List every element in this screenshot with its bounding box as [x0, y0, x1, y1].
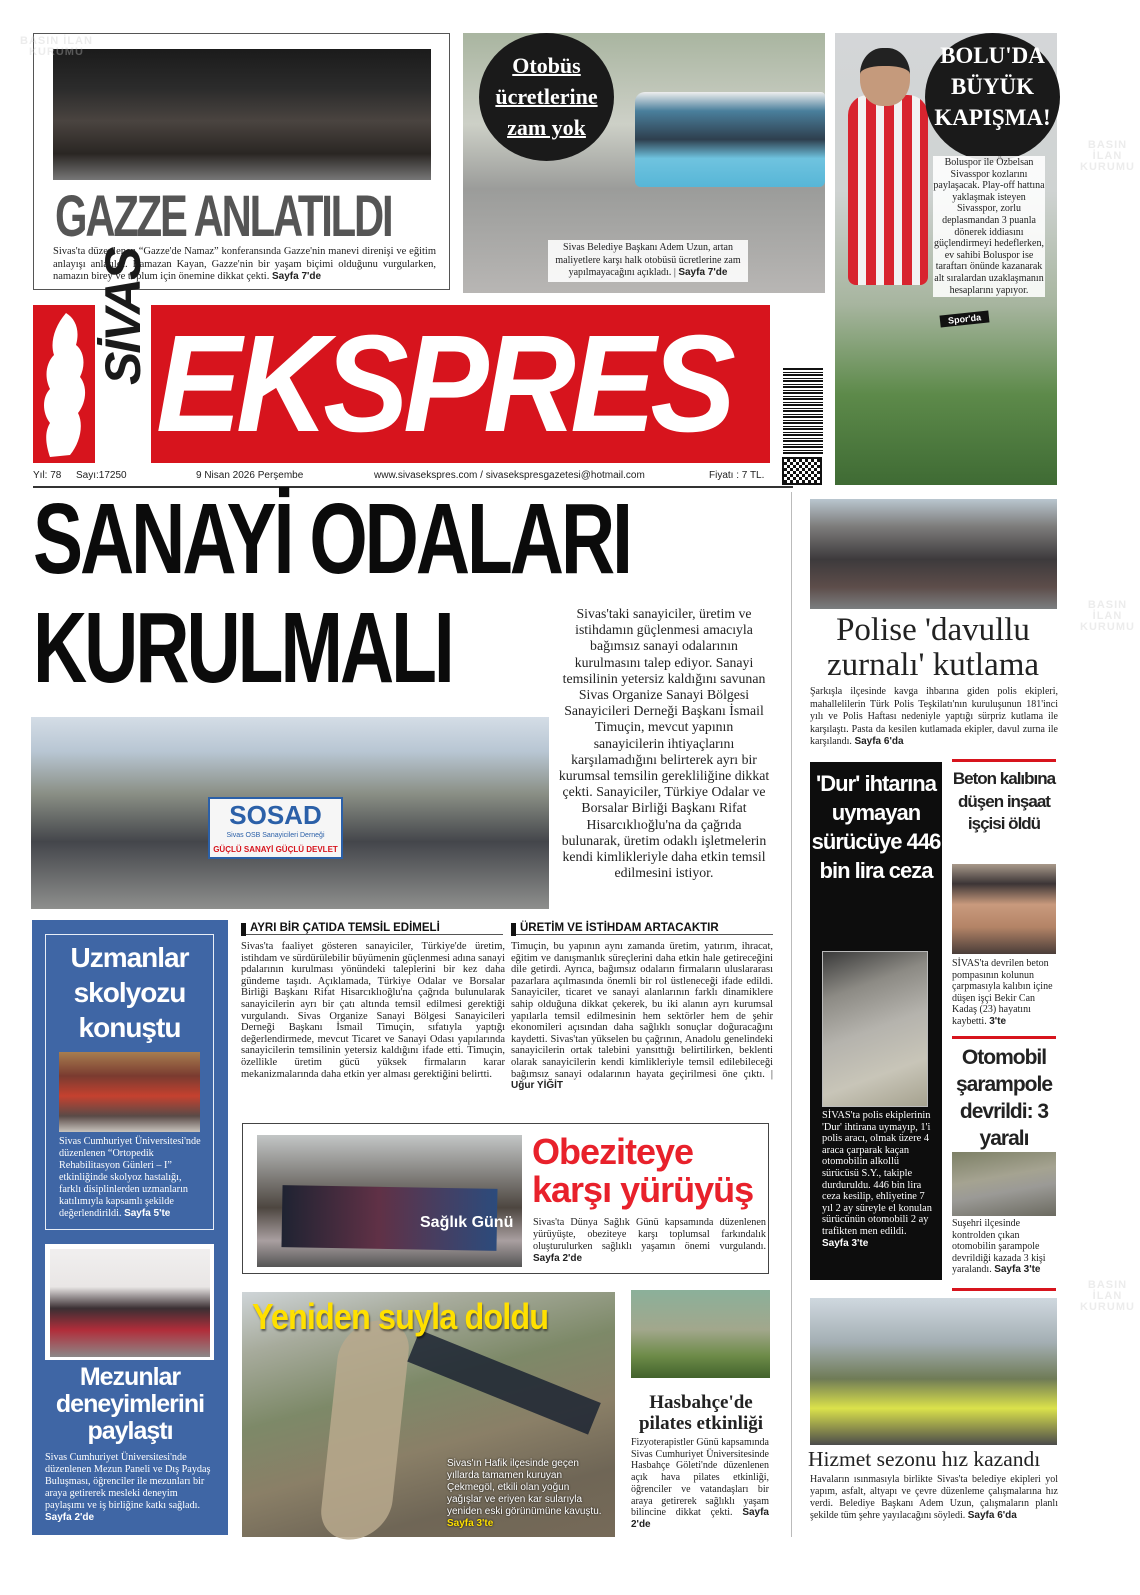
graduates-headline[interactable]: Mezunlar deneyimlerini paylaştı [55, 1363, 205, 1445]
car-accident-page-ref[interactable]: Sayfa 3'te [994, 1264, 1041, 1276]
sport-summary: Boluspor ile Özbelsan Sivasspor kozlarını paylaşacak. Play-off hattına yaklaşmak isteyen Sivasspor, zorlu deplasmandan 3 puanla dönerek iddiasını güçlendirmeyi hedeflerken, ev sahibi Boluspor ise taraftarı önünde kazanarak alt sıralardan uzaklaşmanın hesaplarını yapıyor. [933, 157, 1045, 296]
author-byline: Uğur YİĞİT [511, 1080, 564, 1092]
bus-page-ref[interactable]: Sayfa 7'de [678, 267, 728, 278]
bus-headline-line: ücretlerine [495, 84, 598, 109]
service-season-summary [810, 1474, 1058, 1522]
pilates-summary [631, 1437, 769, 1531]
police-celebration-photo [810, 499, 1057, 609]
graduates-summary-text: Sivas Cumhuriyet Üniversitesi'nde düzenlenen Mezun Paneli ve Dış Paydaş Buluşması, öğrenciler ile mezunları bir araya getirerek mesleki deneyim paylaşımı ve iş birliğine katkı sağladı. [45, 1452, 211, 1511]
bus-caption [548, 240, 748, 282]
sport-headline-line: KAPIŞMA! [934, 105, 1051, 130]
traffic-fine-summary [822, 1110, 934, 1249]
watermark [1075, 1280, 1140, 1313]
graduates-summary [45, 1452, 215, 1524]
gazze-headline[interactable]: GAZZE ANLATILDI [55, 184, 392, 249]
obesity-page-ref[interactable]: Sayfa 2'de [533, 1253, 583, 1264]
main-headline-line-1[interactable]: SANAYİ ODALARI [33, 483, 630, 595]
scoliosis-page-ref[interactable]: Sayfa 5'te [124, 1208, 171, 1219]
graduates-page-ref[interactable]: Sayfa 2'de [45, 1512, 95, 1523]
traffic-fine-summary-text: SİVAS'ta polis ekiplerinin 'Dur' ihtirana uymayıp, 1'i polis aracı, olmak üzere 4 araca çarparak kaçan otomobilin alkollü sürücüsü S.Y., takiple durduruldu. 446 bin lira ceza kesilip, ehliyetine 7 yıl 2 ay süreyle el konulan sürücünün otomobili 2 ay trafikten men edildi. [822, 1110, 932, 1237]
police-headline[interactable]: Polise 'davullu zurnalı' kutlama [826, 612, 1040, 683]
section-body-2 [511, 941, 773, 1092]
sosad-banner-subtitle: Sivas OSB Sanayicileri Derneği [226, 832, 325, 839]
section-heading-1: AYRI BİR ÇATIDA TEMSİL EDİMELİ [241, 922, 503, 935]
health-day-banner-text: Sağlık Günü [420, 1214, 514, 1231]
graduates-group-photo [50, 1249, 210, 1357]
watermark-line: KURUMU [29, 46, 84, 58]
river-summary-text: Sivas'ın Hafik ilçesinde geçen yıllarda tamamen kuruyan Çekmegöl, etkili olan yoğun yağışlar ve eriyen kar sularıyla yeniden eski görünümüne kavuştu. [447, 1458, 602, 1517]
security-camera-photo [822, 951, 928, 1107]
masthead-prefix: SİVAS [95, 248, 151, 385]
watermark-line: BASIN İLAN [1087, 1279, 1128, 1302]
gazze-group-photo [53, 49, 431, 180]
sivasspor-player-image [848, 95, 928, 285]
sosad-banner-title: SOSAD [229, 800, 322, 830]
issue-label: Sayı:17250 [76, 470, 127, 481]
sport-headline-line: BOLU'DA [940, 43, 1045, 68]
traffic-fine-page-ref[interactable]: Sayfa 3'te [822, 1237, 869, 1249]
police-page-ref[interactable]: Sayfa 6'da [854, 736, 904, 747]
watermark-line: KURUMU [1080, 1301, 1135, 1313]
service-season-page-ref[interactable]: Sayfa 6'da [967, 1510, 1017, 1521]
watermark-line: KURUMU [1080, 161, 1135, 173]
municipal-workers-photo [810, 1298, 1057, 1445]
pilates-event-photo [631, 1290, 770, 1378]
ataturk-silhouette-logo [36, 305, 94, 463]
watermark-line: KURUMU [1080, 621, 1135, 633]
scoliosis-summary-text: Sivas Cumhuriyet Üniversitesi'nde düzenlenen “Ortopedik Rehabilitasyon Günleri – I” etkinliğinde skolyoz hastalığı, farklı disiplinlerden uzmanların katılımıyla kapsamlı şekilde değerlendirildi. [59, 1136, 201, 1219]
obesity-headline[interactable]: Obeziteye karşı yürüyüş [532, 1131, 754, 1210]
watermark [1075, 600, 1140, 633]
year-label: Yıl: 78 [33, 470, 62, 481]
police-summary [810, 686, 1058, 749]
sport-section-tag[interactable]: Spor'da [940, 310, 990, 327]
main-story-lede: Sivas'taki sanayiciler, üretim ve istihdamın güçlenmesi amacıyla bağımsız sanayi odalarının kurulmasını talep ediyor. Sanayi temsilinin yetersiz kaldığını savunan Sivas Organize Sanayi Bölgesi Sanayicileri Derneği Başkanı İsmail Timuçin, mevcut yapının sanayicilerin ihtiyaçlarını karşılamadığını belirterek ayrı bir kurumsal temsilin gerekliliğine dikkat çekti. Sanayiciler, Türkiye Odalar ve Borsalar Birliği Başkanı Rifat Hisarcıklıoğlu'na da çağrıda bulunarak, üretim odaklı işletmelerin kendi kimlikleriyle daha etkin temsil edilmesini istiyor. [558, 606, 770, 881]
worker-death-summary [952, 958, 1058, 1028]
service-season-headline[interactable]: Hizmet sezonu hız kazandı [808, 1447, 1041, 1471]
red-divider [952, 1036, 1056, 1039]
city-bus-image [635, 92, 825, 187]
sport-headline-line: BÜYÜK [950, 74, 1035, 99]
obesity-summary [533, 1217, 766, 1265]
bus-headline[interactable] [479, 50, 614, 143]
issue-date: 9 Nisan 2026 Perşembe [196, 470, 304, 481]
police-summary-text: Şarkışla ilçesinde kavga ihbarına giden polis ekipleri, mahallelilerin Türk Polis Teşkilatı'nın kuruluşunun 181'inci yılı ve Polis Haftası nedeniyle yaptığı sürpriz kutlama ile karşılaştı. Pasta da kesilen kutlamada ekipler, davul zurna ile karşılandı. [810, 686, 1058, 747]
car-accident-summary-text: Suşehri ilçesinde kontrolden çıkan otomobilin şarampole devrildiği kazada 3 kişi yaralandı. [952, 1218, 1046, 1276]
contact-info[interactable]: www.sivasekspres.com / sivasekspresgazetesi@hotmail.com [374, 470, 645, 481]
car-accident-headline[interactable]: Otomobil şarampole devrildi: 3 yaralı [955, 1046, 1053, 1150]
sport-headline[interactable] [925, 40, 1060, 133]
conference-audience-photo [59, 1052, 200, 1132]
obesity-summary-text: Sivas'ta Dünya Sağlık Günü kapsamında düzenlenen yürüyüşte, obeziteye karşı toplumsal farkındalık oluşturulurken sağlıklı yaşamın önemi vurgulandı. [533, 1217, 766, 1252]
column-divider [791, 492, 792, 1537]
river-page-ref[interactable]: Sayfa 3'te [447, 1518, 494, 1529]
bus-caption-text: Sivas Belediye Başkanı Adem Uzun, artan maliyetlere karşı halk otobüsü ücretlerine zam yapılmayacağını açıkladı. | [555, 242, 741, 278]
gazze-summary-text: Sivas'ta düzenlenen “Gazze'de Namaz” konferansında Gazze'nin manevi direnişi ve eğitim anlayışı anlatıldı. Ramazan Kayan, Gazze'nin bir yaşam biçimi olduğunu vurgularken, namazın birey ve toplum için önemine dikkat çekti. [53, 246, 436, 282]
pilates-headline[interactable]: Hasbahçe'de pilates etkinliği [638, 1392, 764, 1434]
car-accident-summary [952, 1218, 1058, 1276]
traffic-fine-headline[interactable]: 'Dur' ihtarına uymayan sürücüye 446 bin lira ceza [811, 771, 941, 883]
masthead-title[interactable]: EKSPRES [156, 307, 731, 461]
scoliosis-summary [59, 1136, 204, 1220]
section-body-2-text: Timuçin, bu yapının aynı zamanda üretim, yatırım, ihracat, eğitim ve danışmanlık süreçlerini daha etkin hale getireceğini dile getirdi. Ayrıca, bağımsız odaların firmaların uluslararası pazarlara açılmasında önemli bir rol üstleneceği ifade edildi. Sanayiciler, ticaret ve sanayi alanlarının farklı dinamiklere sahip olduğuna dikkat çekerek, bu iki alanın ayrı kurumsal yapılarla temsil edilmesinin hem sektörler hem de şehir ekonomileri açısından daha sağlıklı sonuçlar doğuracağını kaydetti. Sivas'tan yükselen bu çağrının, Anadolu genelindeki sanayicilerin ortak talebini yansıttığı belirtilirken, beklenti olarak sanayicilerin kendi kimlikleriyle temsil edilebileceği bağımsız sanayi odalarının hayata geçirilmesi öne çıktı. | [511, 941, 773, 1080]
car-accident-photo [952, 1152, 1056, 1216]
bus-headline-line: zam yok [507, 115, 586, 140]
worker-death-headline[interactable]: Beton kalıbına düşen inşaat işçisi öldü [952, 769, 1056, 833]
watermark-line: BASIN İLAN [1087, 599, 1128, 622]
bus-headline-line: Otobüs [512, 53, 581, 78]
red-divider [952, 759, 1056, 762]
gazze-page-ref[interactable]: Sayfa 7'de [271, 271, 322, 282]
watermark [1075, 140, 1140, 173]
river-headline[interactable]: Yeniden suyla doldu [252, 1296, 549, 1337]
pilates-summary-text: Fizyoterapistler Günü kapsamında Sivas Cumhuriyet Üniversitesinde Hasbahçe Göleti'nde düzenlenen açık hava pilates etkinliği, öğrenciler ve vatandaşları bir araya getirerek sağlıklı yaşam bilincine dikkat çekti. [631, 1437, 769, 1519]
section-body-1: Sivas'ta faaliyet gösteren sanayiciler, Türkiye'de üretim, istihdam ve sürdürülebilir büyümenin güçlenmesi adına sanayi pdalarının kurulması yönündeki taleplerini bir kez daha gündeme taşıdı. Açıklamada, Türkiye Odalar ve Borsalar Birliği Başkanı Rifat Hisarcıklıoğlu'na çağrıda bulunularak sanayicilerin ayrı bir çatı altında temsil edilmesi gerektiği vurgulandı. Sivas Organize Sanayi Bölgesi Sanayicileri Derneği Başkanı İsmail Timuçin, sıfatıyla yaptığı değerlendirmede, mevcut Ticaret ve Sanayi Odası yapılarında sanayicilerin temsilinin yetersiz kaldığını ifade etti. Timuçin, özellikle üretim gücü yüksek firmaların karar mekanizmalarında daha etkin yer alması gerektiğini belirtti. [241, 941, 505, 1080]
silhouette-icon [36, 305, 94, 463]
section-heading-2: ÜRETİM VE İSTİHDAM ARTACAKTIR [511, 922, 773, 935]
scoliosis-headline[interactable]: Uzmanlar skolyozu konuştu [70, 942, 189, 1043]
issn-barcode [783, 368, 823, 454]
red-divider [952, 1288, 1056, 1291]
watermark-line: BASIN İLAN [20, 35, 93, 47]
price-label: Fiyatı : 7 TL. [709, 470, 765, 481]
watermark-line: BASIN İLAN [1087, 139, 1128, 162]
sosad-banner-slogan: GÜÇLÜ SANAYİ GÜÇLÜ DEVLET [213, 845, 338, 854]
service-season-summary-text: Havaların ısınmasıyla birlikte Sivas'ta belediye ekipleri yol yapım, asfalt, altyapı ve çevre düzenleme çalışmalarına hız verdi. Belediye Başkanı Adem Uzun, çalışmaların planlı şekilde tüm şehre yayılacağını söyledi. [810, 1474, 1058, 1521]
worker-portrait-photo [952, 864, 1056, 954]
masthead-info-bar [33, 468, 793, 484]
river-summary [447, 1458, 607, 1530]
worker-death-summary-text: SİVAS'ta devrilen beton pompasının kolunun çarpmasıyla kalıbın içine düşen işçi Bekir Can Kadaş (23) hayatını kaybetti. [952, 958, 1053, 1027]
player-head-image [860, 48, 910, 106]
pilates-page-ref[interactable]: Sayfa 2'de [631, 1507, 769, 1530]
main-headline-line-2[interactable]: KURULMALI [33, 592, 452, 704]
worker-death-page-ref[interactable]: 3'te [989, 1015, 1007, 1027]
